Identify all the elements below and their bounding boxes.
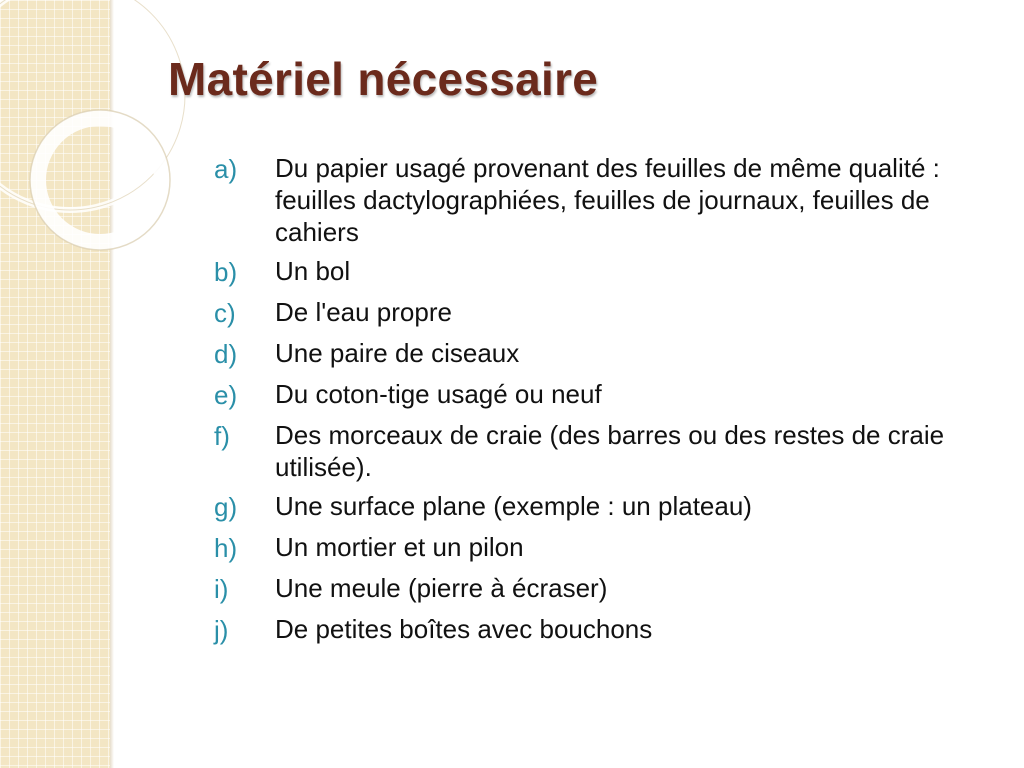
list-marker: c) [214,298,236,328]
decorative-circles [0,0,200,260]
material-list [200,152,970,654]
list-item-text: Une surface plane (exemple : un plateau) [275,491,752,521]
list-item [200,152,970,248]
list-marker: b) [214,257,238,287]
list-marker: e) [214,380,238,410]
list-item-text: De l'eau propre [275,297,452,327]
list-item [200,613,970,647]
list-item [200,531,970,565]
list-item [200,378,970,412]
list-marker: d) [214,339,238,369]
list-item-text: Une paire de ciseaux [275,338,520,368]
list-marker: i) [214,574,229,604]
list-marker: f) [214,421,230,451]
list-item-text: Un mortier et un pilon [275,532,524,562]
list-item [200,337,970,371]
list-item-text: Un bol [275,256,351,286]
list-item-text: Une meule (pierre à écraser) [275,573,608,603]
list-item-text: Du coton-tige usagé ou neuf [275,379,602,409]
list-item-text: Du papier usagé provenant des feuilles de même qualité : feuilles dactylographiées, feuilles de journaux, feuilles de cahiers [275,153,940,247]
slide-title: Matériel nécessaire [168,53,599,105]
list-item [200,572,970,606]
list-item [200,490,970,524]
list-item [200,419,970,483]
list-item-text: De petites boîtes avec bouchons [275,614,653,644]
list-marker: a) [214,154,238,184]
list-item [200,296,970,330]
list-marker: h) [214,533,238,563]
list-item-text: Des morceaux de craie (des barres ou des restes de craie utilisée). [275,420,945,482]
list-marker: j) [214,615,229,645]
list-marker: g) [214,492,238,522]
list-item [200,255,970,289]
